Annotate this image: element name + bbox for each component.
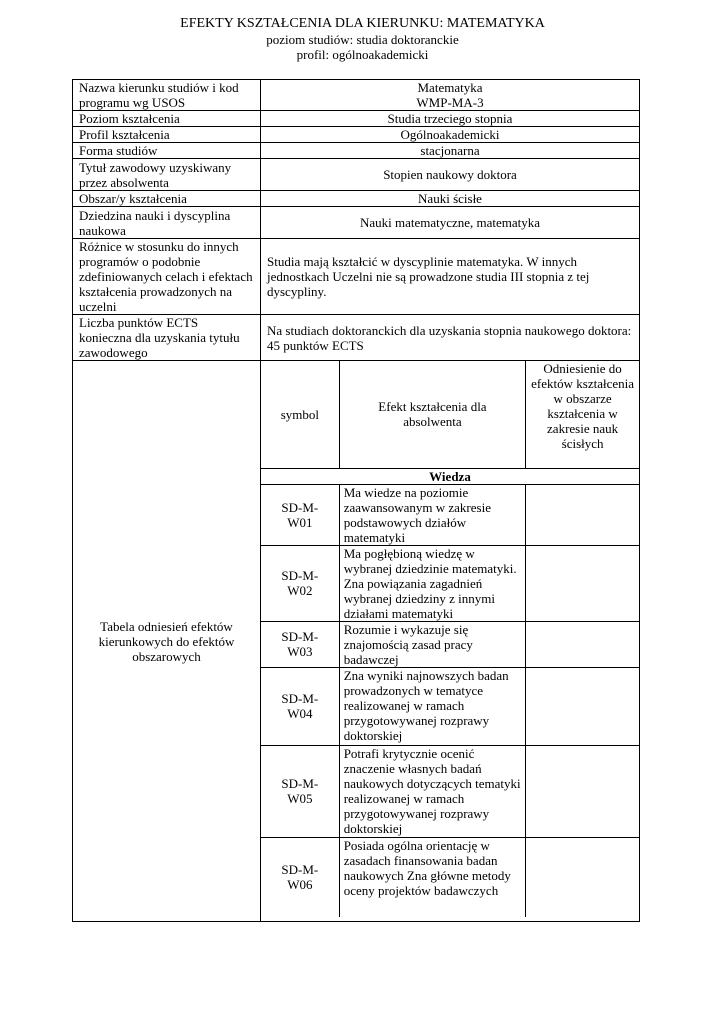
effect-symbol: SD-M-W01 bbox=[261, 484, 339, 545]
table-row bbox=[261, 667, 639, 745]
table-row bbox=[73, 127, 640, 143]
section-row bbox=[261, 468, 639, 484]
row-label: Tytuł zawodowy uzyskiwany przez absolwenta bbox=[73, 159, 261, 191]
table-row bbox=[73, 80, 640, 111]
program-name: Matematyka bbox=[417, 80, 483, 95]
effects-header-row bbox=[261, 361, 639, 468]
effect-reference bbox=[526, 545, 639, 621]
row-value bbox=[261, 80, 640, 111]
row-label: Dziedzina nauki i dyscyplina naukowa bbox=[73, 207, 261, 239]
effect-reference bbox=[526, 484, 639, 545]
row-label: Nazwa kierunku studiów i kod programu wg USOS bbox=[73, 80, 261, 111]
row-value: Stopien naukowy doktora bbox=[261, 159, 640, 191]
table-row bbox=[73, 143, 640, 159]
row-value: Nauki matematyczne, matematyka bbox=[261, 207, 640, 239]
row-label: Poziom kształcenia bbox=[73, 111, 261, 127]
effect-reference bbox=[526, 621, 639, 667]
effect-reference bbox=[526, 667, 639, 745]
row-label: Profil kształcenia bbox=[73, 127, 261, 143]
table-row bbox=[73, 239, 640, 315]
effect-description: Zna wyniki najnowszych badan prowadzonych w tematyce realizowanej w ramach przygotowywanej rozprawy doktorskiej bbox=[339, 667, 525, 745]
effect-description: Ma wiedze na poziomie zaawansowanym w zakresie podstawowych działów matematyki bbox=[339, 484, 525, 545]
row-label: Liczba punktów ECTS konieczna dla uzyskania tytułu zawodowego bbox=[73, 315, 261, 361]
table-row bbox=[73, 315, 640, 361]
effect-header: Efekt kształcenia dla absolwenta bbox=[339, 361, 525, 468]
row-value: Ogólnoakademicki bbox=[261, 127, 640, 143]
row-label: Różnice w stosunku do innych programów o podobnie zdefiniowanych celach i efektach kształcenia prowadzonych na uczelni bbox=[73, 239, 261, 315]
row-value: Studia trzeciego stopnia bbox=[261, 111, 640, 127]
row-value: stacjonarna bbox=[261, 143, 640, 159]
row-label: Forma studiów bbox=[73, 143, 261, 159]
table-row bbox=[73, 191, 640, 207]
effects-table-label: Tabela odniesień efektów kierunkowych do efektów obszarowych bbox=[73, 361, 261, 922]
effects-cell bbox=[261, 361, 640, 922]
effect-symbol: SD-M-W03 bbox=[261, 621, 339, 667]
effect-description: Rozumie i wykazuje się znajomością zasad pracy badawczej bbox=[339, 621, 525, 667]
effect-symbol: SD-M-W05 bbox=[261, 745, 339, 837]
effects-table bbox=[261, 361, 639, 917]
row-label: Obszar/y kształcenia bbox=[73, 191, 261, 207]
row-value: Na studiach doktoranckich dla uzyskania stopnia naukowego doktora: 45 punktów ECTS bbox=[261, 315, 640, 361]
effects-row bbox=[73, 361, 640, 922]
program-code: WMP-MA-3 bbox=[416, 95, 484, 110]
effect-symbol: SD-M-W02 bbox=[261, 545, 339, 621]
study-level: poziom studiów: studia doktoranckie bbox=[266, 32, 459, 47]
document-title: EFEKTY KSZTAŁCENIA DLA KIERUNKU: MATEMATYKA bbox=[180, 16, 545, 31]
section-heading: Wiedza bbox=[261, 468, 639, 484]
table-row bbox=[261, 484, 639, 545]
effect-symbol: SD-M-W06 bbox=[261, 837, 339, 917]
table-row bbox=[261, 545, 639, 621]
effect-description: Potrafi krytycznie ocenić znaczenie własnych badań naukowych dotyczących tematyki realizowanej w ramach przygotowywanej rozprawy doktorskiej bbox=[339, 745, 525, 837]
table-row bbox=[73, 111, 640, 127]
table-row bbox=[261, 621, 639, 667]
effect-description: Ma pogłębioną wiedzę w wybranej dziedzinie matematyki. Zna powiązania zagadnień wybranej dziedziny z innymi działami matematyki bbox=[339, 545, 525, 621]
document-header bbox=[0, 16, 725, 62]
effect-reference bbox=[526, 745, 639, 837]
table-row bbox=[73, 207, 640, 239]
table-row bbox=[73, 159, 640, 191]
study-profile: profil: ogólnoakademicki bbox=[296, 47, 429, 62]
table-row bbox=[261, 837, 639, 917]
row-value: Studia mają kształcić w dyscyplinie matematyka. W innych jednostkach Uczelni nie są prowadzone studia III stopnia z tej dyscypliny. bbox=[261, 239, 640, 315]
program-table bbox=[72, 79, 640, 922]
symbol-header: symbol bbox=[261, 361, 339, 468]
table-row bbox=[261, 745, 639, 837]
effect-symbol: SD-M-W04 bbox=[261, 667, 339, 745]
row-value: Nauki ścisłe bbox=[261, 191, 640, 207]
effect-reference bbox=[526, 837, 639, 917]
reference-header: Odniesienie do efektów kształcenia w obszarze kształcenia w zakresie nauk ścisłych bbox=[526, 361, 639, 468]
effect-description: Posiada ogólna orientację w zasadach finansowania badan naukowych Zna główne metody oceny projektów badawczych bbox=[339, 837, 525, 917]
